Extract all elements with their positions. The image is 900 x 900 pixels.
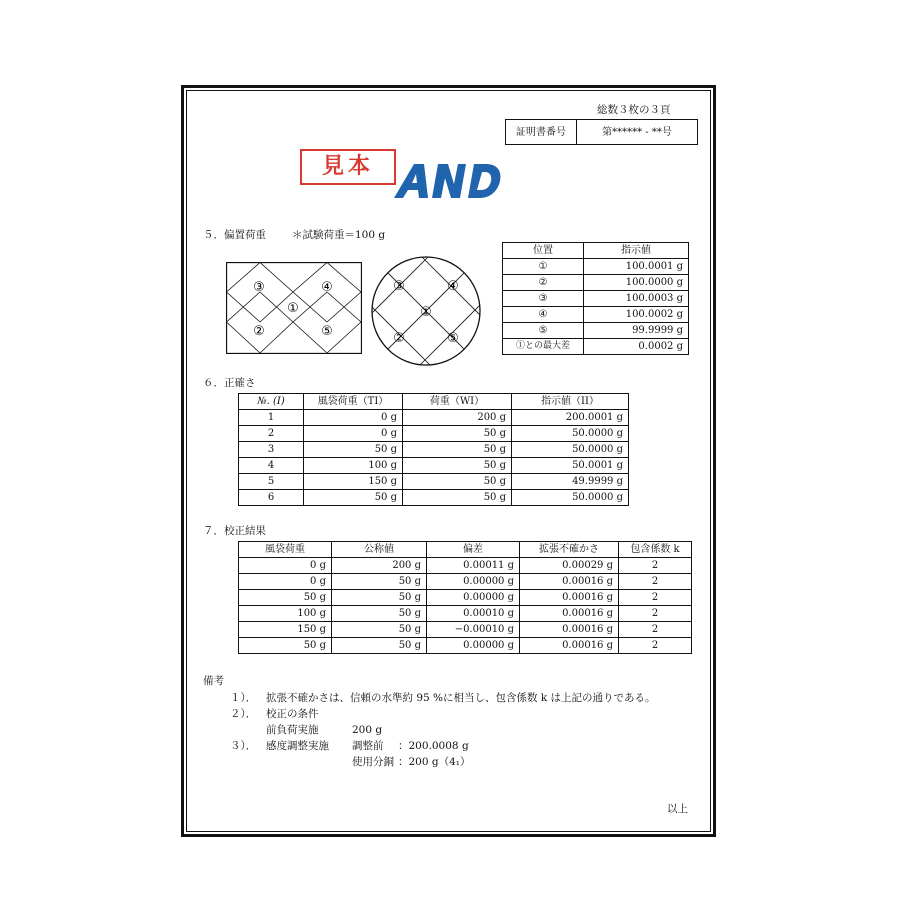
table-cell: 50 g bbox=[403, 442, 512, 458]
table-row bbox=[239, 474, 629, 490]
calibration-results-table bbox=[238, 541, 692, 654]
table-row bbox=[503, 307, 689, 323]
sample-stamp: 見本 bbox=[300, 149, 396, 185]
remark-3-text: 感度調整実施 bbox=[266, 740, 329, 752]
table-cell: 0.00000 g bbox=[427, 574, 520, 590]
remark-1-number: １）． bbox=[230, 692, 257, 704]
table-row bbox=[503, 291, 689, 307]
column-header: 指示値（II） bbox=[512, 394, 629, 410]
table-cell: 2 bbox=[619, 622, 692, 638]
table-row bbox=[239, 458, 629, 474]
table-cell: 0.00029 g bbox=[520, 558, 619, 574]
table-cell: 2 bbox=[239, 426, 304, 442]
remark-1-text: 拡張不確かさは、信頼の水準約 95 %に相当し、包含係数 k は上記の通りである。 bbox=[266, 692, 656, 704]
table-row bbox=[503, 323, 689, 339]
remarks-title: 備考 bbox=[203, 675, 224, 687]
table-cell: 200 g bbox=[403, 410, 512, 426]
remark-2-text: 校正の条件 bbox=[266, 708, 319, 720]
table-cell: 5 bbox=[239, 474, 304, 490]
section5-note: ＊試験荷重＝100 g bbox=[292, 229, 386, 241]
column-header: 荷重（WI） bbox=[403, 394, 512, 410]
table-cell: 0.00016 g bbox=[520, 622, 619, 638]
column-header: 公称値 bbox=[332, 542, 427, 558]
table-cell: 100 g bbox=[304, 458, 403, 474]
table-cell: 50 g bbox=[332, 590, 427, 606]
table-cell: 2 bbox=[619, 638, 692, 654]
table-cell: 50.0001 g bbox=[512, 458, 629, 474]
table-row bbox=[239, 590, 692, 606]
round-position-1-label: ① bbox=[420, 305, 432, 320]
table-cell: 3 bbox=[239, 442, 304, 458]
table-cell: ③ bbox=[503, 291, 584, 307]
table-cell: 50 g bbox=[239, 590, 332, 606]
table-cell: 0.00016 g bbox=[520, 638, 619, 654]
table-cell: 4 bbox=[239, 458, 304, 474]
table-row bbox=[239, 606, 692, 622]
section5-title: ５．偏置荷重 bbox=[203, 229, 266, 241]
table-cell: 0 g bbox=[239, 558, 332, 574]
table-cell: 100.0000 g bbox=[584, 275, 689, 291]
table-cell: 100 g bbox=[239, 606, 332, 622]
table-cell: 100.0003 g bbox=[584, 291, 689, 307]
table-cell: 50.0000 g bbox=[512, 426, 629, 442]
preload-label: 前負荷実施 bbox=[266, 724, 319, 736]
table-row bbox=[239, 426, 629, 442]
table-cell: 2 bbox=[619, 606, 692, 622]
page-count: 総数３枚の３頁 bbox=[597, 104, 671, 116]
table-cell: 0.00011 g bbox=[427, 558, 520, 574]
before-adjustment-value: ：200.0008 g bbox=[398, 740, 469, 752]
table-cell: 49.9999 g bbox=[512, 474, 629, 490]
table-cell: ② bbox=[503, 275, 584, 291]
table-row bbox=[239, 490, 629, 506]
table-cell: ⑤ bbox=[503, 323, 584, 339]
table-header-row bbox=[503, 243, 689, 259]
table-cell: 200 g bbox=[332, 558, 427, 574]
table-cell: 50 g bbox=[332, 606, 427, 622]
table-cell: 100.0002 g bbox=[584, 307, 689, 323]
table-cell: 50 g bbox=[304, 490, 403, 506]
table-row bbox=[503, 259, 689, 275]
weight-used-label: 使用分銅 bbox=[352, 756, 394, 768]
table-cell: 0.00016 g bbox=[520, 606, 619, 622]
round-position-5-label: ⑤ bbox=[447, 331, 459, 346]
table-cell: 150 g bbox=[239, 622, 332, 638]
certificate-number-value: 第****** - **号 bbox=[577, 120, 698, 145]
column-header: 包含係数 k bbox=[619, 542, 692, 558]
weight-used-value: ：200 g（4₁） bbox=[398, 756, 471, 768]
table-cell: 50 g bbox=[332, 574, 427, 590]
table-cell: 200.0001 g bbox=[512, 410, 629, 426]
table-cell: 50 g bbox=[239, 638, 332, 654]
position-2-label: ② bbox=[253, 324, 265, 339]
table-cell: 50.0000 g bbox=[512, 442, 629, 458]
table-cell: 0.00000 g bbox=[427, 590, 520, 606]
column-header: 偏差 bbox=[427, 542, 520, 558]
table-cell: 0.00010 g bbox=[427, 606, 520, 622]
position-5-label: ⑤ bbox=[321, 324, 333, 339]
table-cell: 2 bbox=[619, 574, 692, 590]
table-cell: ① bbox=[503, 259, 584, 275]
and-logo bbox=[394, 162, 502, 198]
round-position-2-label: ② bbox=[393, 331, 405, 346]
table-cell: 0.0002 g bbox=[584, 339, 689, 355]
round-position-4-label: ④ bbox=[447, 279, 459, 294]
column-header: 拡張不確かさ bbox=[520, 542, 619, 558]
round-position-3-label: ③ bbox=[393, 279, 405, 294]
table-cell: 0.00016 g bbox=[520, 590, 619, 606]
column-header: 指示値 bbox=[584, 243, 689, 259]
table-cell: 0.00016 g bbox=[520, 574, 619, 590]
table-cell: 99.9999 g bbox=[584, 323, 689, 339]
table-cell: 150 g bbox=[304, 474, 403, 490]
remark-2-number: ２）． bbox=[230, 708, 257, 720]
table-cell: 0.00000 g bbox=[427, 638, 520, 654]
table-row bbox=[239, 638, 692, 654]
table-row bbox=[239, 574, 692, 590]
table-cell: 50 g bbox=[304, 442, 403, 458]
table-header-row bbox=[239, 394, 629, 410]
table-row bbox=[503, 275, 689, 291]
round-pan-diagram bbox=[370, 255, 482, 367]
table-cell: 2 bbox=[619, 558, 692, 574]
table-cell: 1 bbox=[239, 410, 304, 426]
table-header-row bbox=[239, 542, 692, 558]
table-row bbox=[239, 622, 692, 638]
table-row bbox=[239, 442, 629, 458]
table-cell: 0 g bbox=[304, 426, 403, 442]
rect-pan-diagram bbox=[226, 262, 362, 354]
section7-title: ７．校正結果 bbox=[203, 525, 266, 537]
position-4-label: ④ bbox=[321, 280, 333, 295]
table-cell: ④ bbox=[503, 307, 584, 323]
table-cell: 50.0000 g bbox=[512, 490, 629, 506]
position-3-label: ③ bbox=[253, 280, 265, 295]
certificate-number-label: 証明書番号 bbox=[506, 120, 577, 145]
column-header: №. (I) bbox=[239, 394, 304, 410]
table-cell: 50 g bbox=[403, 490, 512, 506]
table-row bbox=[239, 410, 629, 426]
certificate-number-box bbox=[505, 119, 698, 145]
column-header: 風袋荷重（TI） bbox=[304, 394, 403, 410]
off-center-table bbox=[502, 242, 689, 355]
table-cell: 50 g bbox=[403, 458, 512, 474]
table-cell: 0 g bbox=[304, 410, 403, 426]
table-cell: 50 g bbox=[403, 474, 512, 490]
column-header: 位置 bbox=[503, 243, 584, 259]
table-cell: −0.00010 g bbox=[427, 622, 520, 638]
end-mark: 以上 bbox=[667, 803, 688, 815]
position-1-label: ① bbox=[287, 301, 299, 316]
table-row bbox=[503, 339, 689, 355]
accuracy-table bbox=[238, 393, 629, 506]
table-cell: 0 g bbox=[239, 574, 332, 590]
column-header: 風袋荷重 bbox=[239, 542, 332, 558]
table-cell: 50 g bbox=[332, 638, 427, 654]
section6-title: ６．正確さ bbox=[203, 377, 256, 389]
table-row bbox=[239, 558, 692, 574]
table-cell: 50 g bbox=[332, 622, 427, 638]
table-cell: 50 g bbox=[403, 426, 512, 442]
before-adjustment-label: 調整前 bbox=[352, 740, 384, 752]
table-cell: 6 bbox=[239, 490, 304, 506]
preload-value: 200 g bbox=[352, 724, 383, 736]
table-cell: 100.0001 g bbox=[584, 259, 689, 275]
table-cell: 2 bbox=[619, 590, 692, 606]
remark-3-number: ３）． bbox=[230, 740, 257, 752]
table-cell: ①との最大差 bbox=[503, 339, 584, 355]
